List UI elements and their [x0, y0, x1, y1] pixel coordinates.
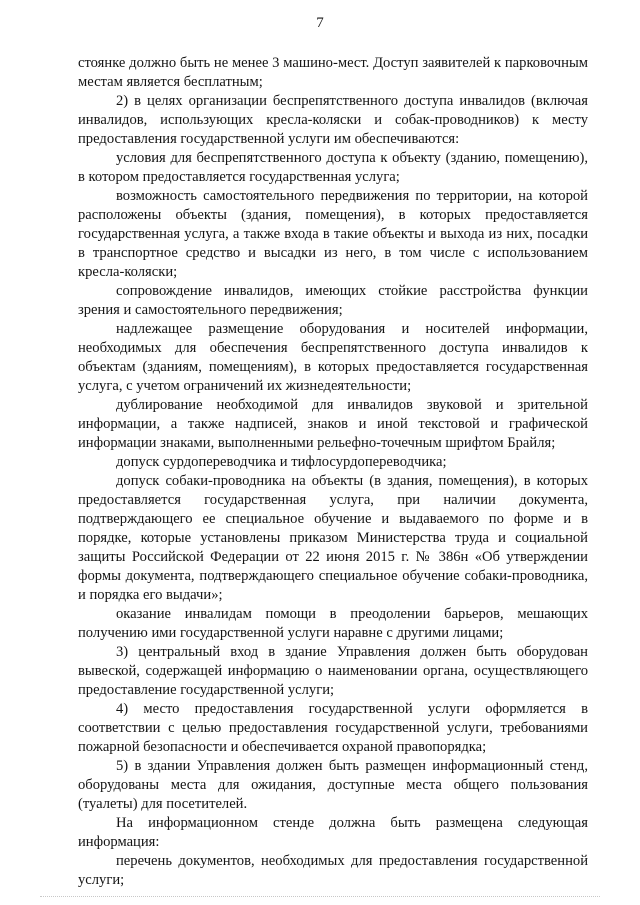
paragraph-12: 4) место предоставления государственной услуги оформляется в соответствии с целью предоставления государственной услуги, требованиями пожарной безопасности и обеспечивается охраной правопорядка;: [78, 701, 588, 755]
paragraph-9: допуск собаки-проводника на объекты (в здания, помещения), в которых предоставляется государственная услуга, при наличии документа, подтверждающего ее специальное обучение и выдаваемого по форме и в порядке, которые установлены приказом Министерства труда и социальной защиты Российской Федерации от 22 июня 2015 г. № 386н «Об утверждении формы документа, подтверждающего специальное обучение собаки-проводника, и порядка его выдачи»;: [78, 473, 588, 603]
paragraph-8: допуск сурдопереводчика и тифлосурдопереводчика;: [116, 454, 447, 470]
paragraph-6: надлежащее размещение оборудования и носителей информации, необходимых для обеспечения беспрепятственного доступа инвалидов к объектам (зданиям, помещениям), в которых предоставляется государственная услуга, с учетом ограничений их жизнедеятельности;: [78, 321, 588, 394]
page-number: 7: [316, 15, 324, 31]
paragraph-14: На информационном стенде должна быть размещена следующая информация:: [78, 815, 588, 850]
paragraph-10: оказание инвалидам помощи в преодолении барьеров, мешающих получению ими государственной услуги наравне с другими лицами;: [78, 606, 588, 641]
paragraph-5: сопровождение инвалидов, имеющих стойкие расстройства функции зрения и самостоятельного передвижения;: [78, 283, 588, 318]
scan-edge-divider: [40, 896, 600, 897]
paragraph-1: стоянке должно быть не менее 3 машино-мест. Доступ заявителей к парковочным местам является бесплатным;: [78, 55, 588, 90]
paragraph-11: 3) центральный вход в здание Управления должен быть оборудован вывеской, содержащей информацию о наименовании органа, осуществляющего предоставление государственной услуги;: [78, 644, 588, 698]
paragraph-13: 5) в здании Управления должен быть размещен информационный стенд, оборудованы места для ожидания, доступные места общего пользования (туалеты) для посетителей.: [78, 758, 588, 812]
paragraph-15: перечень документов, необходимых для предоставления государственной услуги;: [78, 853, 588, 888]
paragraph-2: 2) в целях организации беспрепятственного доступа инвалидов (включая инвалидов, использующих кресла-коляски и собак-проводников) к месту предоставления государственной услуги им обеспечиваются:: [78, 93, 588, 147]
document-body: [78, 54, 588, 890]
paragraph-4: возможность самостоятельного передвижения по территории, на которой расположены объекты (здания, помещения), в которых предоставляется государственная услуга, а также входа в такие объекты и выхода из них, посадки в транспортное средство и высадки из него, в том числе с использованием кресла-коляски;: [78, 188, 588, 280]
paragraph-7: дублирование необходимой для инвалидов звуковой и зрительной информации, а также надписей, знаков и иной текстовой и графической информации знаками, выполненными рельефно-точечным шрифтом Брайля;: [78, 397, 588, 451]
paragraph-3: условия для беспрепятственного доступа к объекту (зданию, помещению), в котором предоставляется государственная услуга;: [78, 150, 588, 185]
